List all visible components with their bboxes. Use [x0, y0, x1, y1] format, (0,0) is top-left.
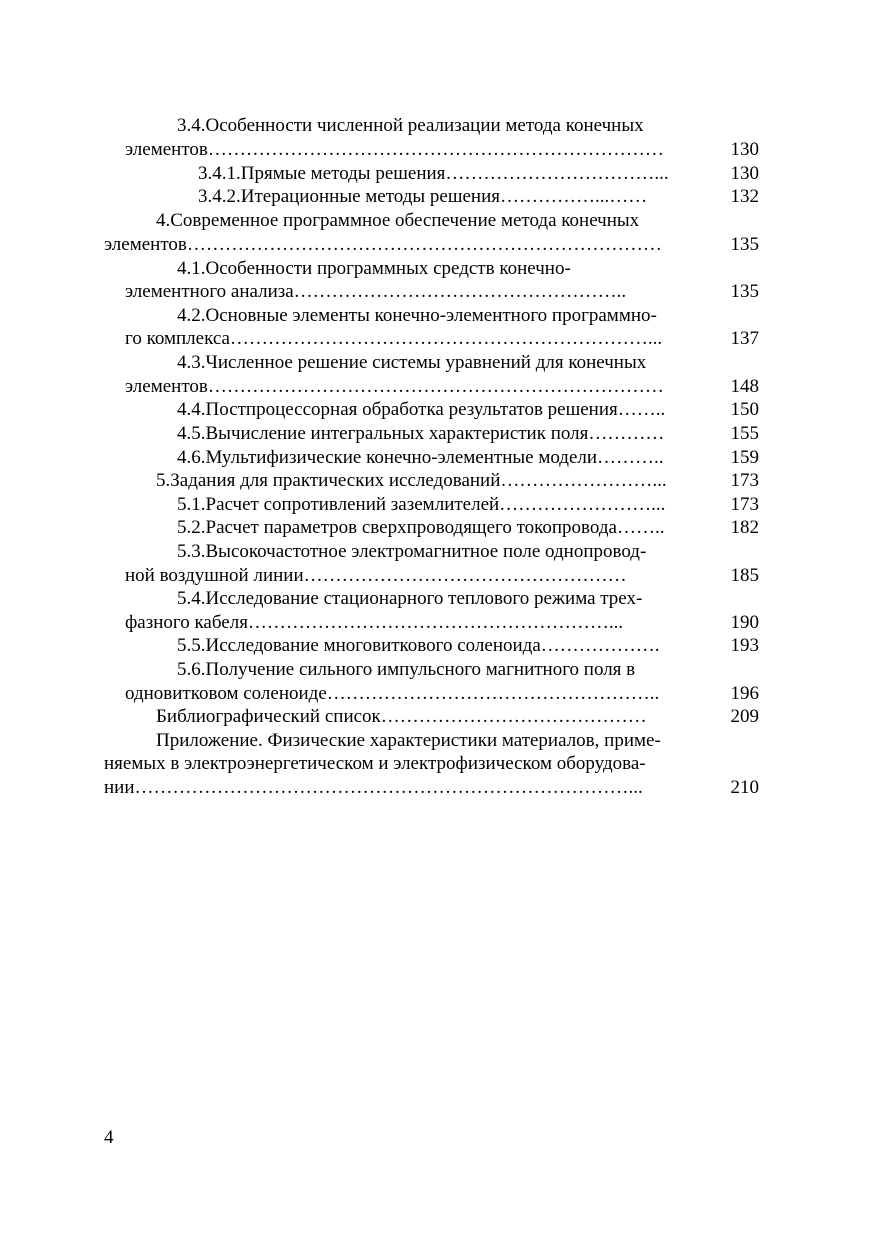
toc-line: [0, 469, 875, 493]
toc-line: [0, 257, 875, 281]
toc-entry-text: ной воздушной линии……………………………………………: [125, 565, 627, 586]
toc-page-number: 209: [730, 706, 759, 727]
toc-line: [0, 280, 875, 304]
toc-page-number: 130: [730, 163, 759, 184]
toc-line: [0, 327, 875, 351]
toc-line: [0, 351, 875, 375]
toc-entry-text: элементов…………………………………………………………………: [104, 234, 662, 255]
toc-page-number: 137: [730, 328, 759, 349]
toc-entry-text: одновитковом соленоиде……………………………………………..: [125, 683, 660, 704]
toc-entry-text: няемых в электроэнергетическом и электрофизическом оборудова-: [104, 753, 646, 774]
toc-line: [0, 634, 875, 658]
toc-line: [0, 304, 875, 328]
toc-entry-text: 4.3.Численное решение системы уравнений для конечных: [177, 352, 647, 373]
toc-entry-text: 3.4.1.Прямые методы решения……………………………...: [198, 163, 669, 184]
toc-entry-text: 4.4.Постпроцессорная обработка результатов решения……..: [177, 399, 666, 420]
page-number: 4: [104, 1127, 114, 1148]
toc-entry-text: го комплекса…………………………………………………………...: [125, 328, 663, 349]
toc-line: [0, 776, 875, 800]
toc-line: [0, 705, 875, 729]
toc-line: [0, 375, 875, 399]
toc-page-number: 173: [730, 494, 759, 515]
toc-entry-text: 3.4.2.Итерационные методы решения……………...……: [198, 186, 648, 207]
toc-line: [0, 138, 875, 162]
toc-line: [0, 587, 875, 611]
toc-line: [0, 493, 875, 517]
toc-line: [0, 162, 875, 186]
toc-line: [0, 422, 875, 446]
toc-line: [0, 729, 875, 753]
toc-entry-text: элементного анализа……………………………………………..: [125, 281, 627, 302]
toc-line: [0, 516, 875, 540]
toc-page-number: 182: [730, 517, 759, 538]
toc-entry-text: элементов………………………………………………………………: [125, 376, 664, 397]
toc-page-number: 135: [730, 281, 759, 302]
toc-entry-text: 4.1.Особенности программных средств конечно-: [177, 258, 571, 279]
toc-entry-text: 4.2.Основные элементы конечно-элементного программно-: [177, 305, 657, 326]
toc-entry-text: Библиографический список……………………………………: [156, 706, 647, 727]
toc-page-number: 155: [730, 423, 759, 444]
toc-entry-text: Приложение. Физические характеристики материалов, приме-: [156, 730, 661, 751]
toc-page-number: 159: [730, 447, 759, 468]
toc-entry-text: 5.1.Расчет сопротивлений заземлителей……………………...: [177, 494, 666, 515]
toc-page-number: 210: [730, 777, 759, 798]
toc-line: [0, 114, 875, 138]
toc-line: [0, 540, 875, 564]
toc-page-number: 193: [730, 635, 759, 656]
toc-entry-text: 5.5.Исследование многовиткового соленоида……………….: [177, 635, 660, 656]
toc-line: [0, 398, 875, 422]
toc-line: [0, 564, 875, 588]
toc-line: [0, 209, 875, 233]
toc-entry-text: 4.5.Вычисление интегральных характеристик поля…………: [177, 423, 665, 444]
toc-page-number: 196: [730, 683, 759, 704]
toc-entry-text: элементов………………………………………………………………: [125, 139, 664, 160]
toc-line: [0, 658, 875, 682]
toc-entry-text: 5.6.Получение сильного импульсного магнитного поля в: [177, 659, 636, 680]
toc-line: [0, 446, 875, 470]
toc-page-number: 148: [730, 376, 759, 397]
toc-line: [0, 682, 875, 706]
toc-line: [0, 185, 875, 209]
toc-page-number: 132: [730, 186, 759, 207]
toc-entry-text: 4.6.Мультифизические конечно-элементные модели………..: [177, 447, 664, 468]
toc-entry-text: фазного кабеля…………………………………………………...: [125, 612, 624, 633]
toc-entry-text: 5.4.Исследование стационарного теплового режима трех-: [177, 588, 643, 609]
toc-entry-text: 5.3.Высокочастотное электромагнитное поле однопровод-: [177, 541, 647, 562]
toc-entry-text: 5.Задания для практических исследований……………………...: [156, 470, 667, 491]
toc-entry-text: 3.4.Особенности численной реализации метода конечных: [177, 115, 644, 136]
toc-page-number: 185: [730, 565, 759, 586]
toc-line: [0, 611, 875, 635]
toc-page-number: 190: [730, 612, 759, 633]
toc-entry-text: 5.2.Расчет параметров сверхпроводящего токопровода……..: [177, 517, 665, 538]
toc-line: [0, 233, 875, 257]
toc-line: [0, 752, 875, 776]
toc-page-number: 130: [730, 139, 759, 160]
toc-entry-text: 4.Современное программное обеспечение метода конечных: [156, 210, 640, 231]
toc-entry-text: нии……………………………………………………………………...: [104, 777, 643, 798]
toc-page-number: 173: [730, 470, 759, 491]
toc-page-number: 150: [730, 399, 759, 420]
toc-page-number: 135: [730, 234, 759, 255]
